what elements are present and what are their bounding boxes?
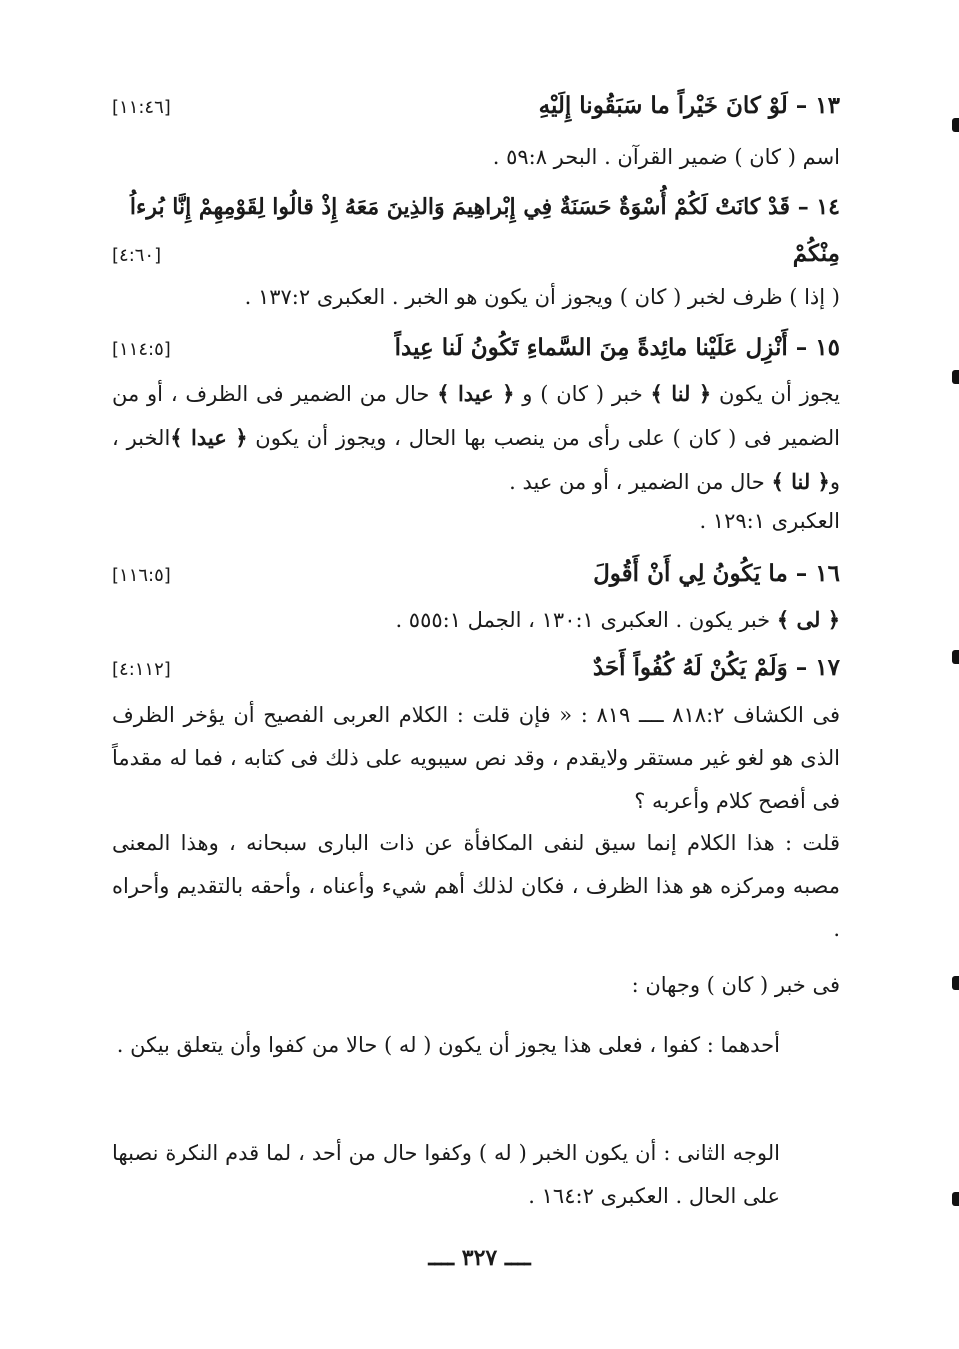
kashshaf-answer-paragraph: قلت : هذا الكلام إنما سيق لنفى المكافأة عن ذات البارى سبحانه ، وهذا المعنى مصبه ومركزه هو هذا الظرف ، فكان لذلك أهم شيء وأعناه ، وأحقه بالتقديم وأحراه . [112,831,840,941]
verse-13-row [112,92,840,119]
first-aspect-paragraph: أحدهما : كفوا ، فعلى هذا يجوز أن يكون ( له ) حالا من كفوا وأن يتعلق بيكن . [116,1033,780,1057]
verse-14-row [112,240,840,267]
quran-quote: ﴿ لنا ﴾ [771,469,830,494]
verse-13-note: اسم ( كان ) ضمير القرآن . البحر ٥٩:٨ . [492,145,840,169]
verse-14-reference: [٤:٦٠] [112,245,162,266]
verse-14-line1 [112,186,840,229]
verse-16-note-part: خبر يكون . العكبرى ١٣٠:١ ، الجمل ٥٥٥:١ . [395,608,771,632]
scan-edge-mark [952,976,959,990]
quran-quote: ﴿ لنا ﴾ [650,381,712,406]
verse-13-reference: [١١:٤٦] [112,97,171,118]
page-number: ــــ ٣٢٧ ــــ [428,1245,531,1271]
verse-14-note: ( إذا ) ظرف لخبر ( كان ) ويجوز أن يكون هو الخبر . العكبرى ١٣٧:٢ . [244,285,840,309]
verse-15-reference: [١١٤:٥] [112,339,171,360]
verse-13-text: ١٣ – لَوْ كانَ خَيْراً ما سَبَقُونا إِلَيْهِ [538,92,840,119]
scan-edge-mark [952,370,959,384]
verse-16-text: ١٦ – ما يَكُونُ لِي أَنْ أَقُولَ [593,560,840,587]
scan-edge-mark [952,118,959,132]
quran-quote: ﴿ لى ﴾ [776,607,840,632]
second-aspect-paragraph: الوجه الثانى : أن يكون الخبر ( له ) وكفوا حال من أحد ، لما قدم النكرة نصبها على الحال . العكبرى ١٦٤:٢ . [112,1141,780,1208]
verse-15-note-part: يجوز أن يكون [719,382,840,406]
verse-17-text: ١٧ – وَلَمْ يَكُنْ لَهُ كُفُواً أَحَدٌ [592,654,840,681]
verse-14-text-cont: مِنْكُمْ [792,240,840,267]
verse-17-row [112,654,840,681]
verse-15-source: العكبرى ١٢٩:١ . [699,509,840,533]
quran-quote: ﴿ عيدا ﴾ [170,425,248,450]
verse-16-note [112,598,840,642]
verse-15-note-part: الخبر ، و [112,426,840,494]
scan-edge-mark [952,1192,959,1206]
verse-17-reference: [٤:١١٢] [112,659,171,680]
verse-15-note [112,372,840,504]
verse-14-text: ١٤ – قَدْ كانَتْ لَكُمْ أُسْوَةٌ حَسَنَةٌ فِي إِبْراهِيمَ وَالذِينَ مَعَهُ إِذْ قالُوا لِقَوْمِهِمْ إِنَّا بُرءاُ [129,194,840,220]
verse-15-note-part: حال من الضمير فى الظرف ، أو من الضمير فى ( كان ) على رأى من ينصب بها الحال ، ويجوز أن يكون [112,382,840,450]
two-aspects-heading: فى خبر ( كان ) وجهان : [631,973,840,997]
verse-15-note-part: حال من الضمير ، أو من عيد . [509,470,765,494]
quran-quote: ﴿ عيدا ﴾ [437,381,515,406]
verse-16-row [112,560,840,587]
verse-16-reference: [١١٦:٥] [112,565,171,586]
kashshaf-quote-paragraph: فى الكشاف ٨١٨:٢ ــــ ٨١٩ : « فإن قلت : الكلام العربى الفصيح أن يؤخر الظرف الذى هو لغو غير مستقر ولايقدم ، وقد نص سيبويه على ذلك فى كتابه ، فما له مقدماً فى أفصح كلام وأعربه ؟ [112,703,841,813]
scan-edge-mark [952,650,959,664]
verse-15-row [112,334,840,361]
verse-15-note-part: خبر ( كان ) و [522,382,643,406]
verse-15-text: ١٥ – أَنْزِل عَلَيْنا مائِدةً مِنَ السَّماءِ تَكُونُ لَنا عِيداً [394,334,840,361]
